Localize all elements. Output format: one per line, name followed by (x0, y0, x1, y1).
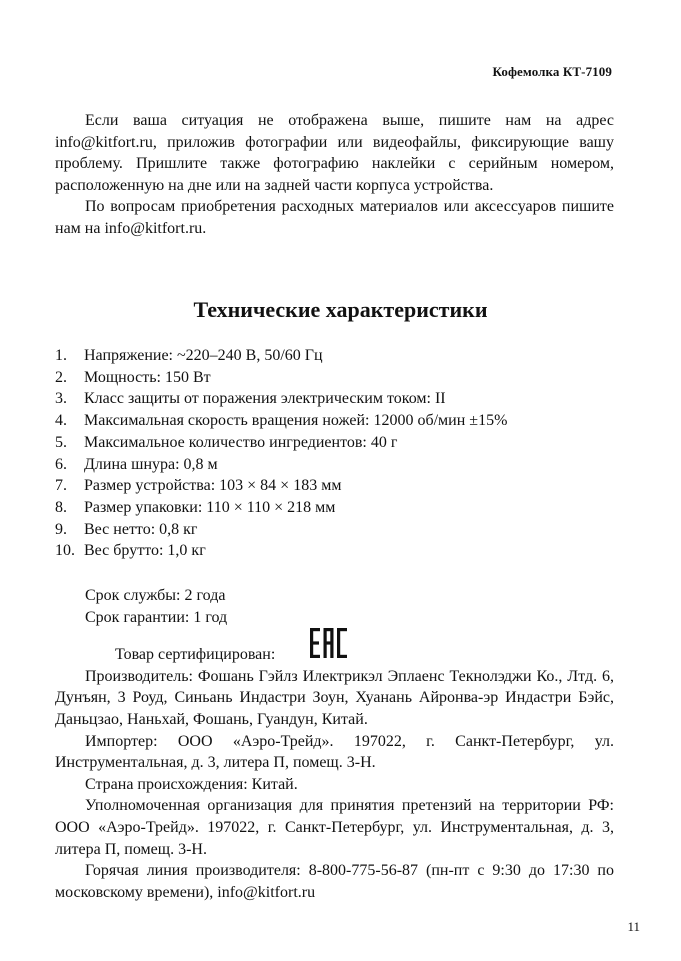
spec-item (55, 432, 635, 454)
intro-text (55, 110, 614, 240)
spec-item (55, 345, 635, 367)
spec-number: 6. (55, 455, 67, 473)
spec-item (55, 410, 635, 432)
intro-paragraph-contact: Если ваша ситуация не отображена выше, пишите нам на адрес info@kitfort.ru, приложив фотографии или видеофайлы, фиксирующие вашу проблему. Пришлите также фотографию наклейки с серийным номером, расположенную на дне или на задней части корпуса устройства. (55, 112, 614, 194)
spec-item (55, 475, 635, 497)
authorized-organization: Уполномоченная организация для принятия претензий на территории РФ: ООО «Аэро-Трейд». 197022, г. Санкт-Петербург, ул. Инструментальная, д. 3, литера П, помещ. 3-Н. (55, 797, 614, 858)
section-title: Технические характеристики (193, 297, 488, 322)
spec-number: 4. (55, 412, 67, 430)
country-of-origin: Страна происхождения: Китай. (85, 775, 298, 793)
spec-text: Мощность: 150 Вт (84, 368, 211, 386)
spec-number: 9. (55, 520, 67, 538)
warranty: Срок гарантии: 1 год (85, 608, 228, 626)
spec-text: Размер устройства: 103 × 84 × 183 мм (84, 477, 342, 495)
spec-item (55, 519, 635, 541)
spec-text: Вес нетто: 0,8 кг (84, 520, 198, 538)
spec-item (55, 388, 635, 410)
running-header: Кофемолка КТ-7109 (492, 64, 612, 79)
intro-paragraph-accessories: По вопросам приобретения расходных материалов или аксессуаров пишите нам на info@kitfort.ru. (55, 198, 614, 237)
spec-number: 7. (55, 477, 67, 495)
spec-number: 5. (55, 433, 67, 451)
certification-line (55, 628, 614, 666)
spec-number: 3. (55, 390, 67, 408)
spec-text: Напряжение: ~220–240 В, 50/60 Гц (84, 347, 323, 364)
importer: Импортер: ООО «Аэро-Трейд». 197022, г. Санкт-Петербург, ул. Инструментальная, д. 3, литера П, помещ. 3-Н. (55, 732, 614, 772)
spec-text: Длина шнура: 0,8 м (84, 455, 218, 473)
extra-info (55, 585, 614, 903)
spec-item (55, 454, 635, 476)
spec-text: Максимальная скорость вращения ножей: 12000 об/мин ±15% (84, 412, 508, 430)
spec-item (55, 367, 635, 389)
spec-number: 8. (55, 498, 67, 516)
manufacturer: Производитель: Фошань Гэйлз Илектрикэл Эплаенс Текнолэджи Ко., Лтд. 6, Дунъян, 3 Роуд, Синьань Индастри Зоун, Хуанань Айронва-эр Индастри Бэйс, Даньцзао, Наньхай, Фошань, Гуандун, Китай. (55, 667, 614, 728)
spec-text: Класс защиты от поражения электрическим током: II (84, 390, 446, 408)
spec-text: Максимальное количество ингредиентов: 40 г (84, 433, 398, 451)
specs-list (55, 345, 635, 562)
spec-item (55, 497, 635, 519)
spec-number: 1. (55, 347, 67, 364)
spec-number: 2. (55, 368, 67, 386)
spec-text: Размер упаковки: 110 × 110 × 218 мм (84, 498, 336, 516)
eac-certification-mark-icon (280, 628, 348, 665)
spec-item (55, 540, 635, 562)
service-life: Срок службы: 2 года (85, 587, 226, 604)
certified-label: Товар сертифицирован: (115, 646, 276, 664)
spec-text: Вес брутто: 1,0 кг (84, 542, 206, 560)
page-number: 11 (627, 919, 640, 934)
spec-number: 10. (55, 542, 75, 560)
hotline: Горячая линия производителя: 8-800-775-56-87 (пн-пт с 9:30 до 17:30 по московскому времени), info@kitfort.ru (55, 862, 614, 901)
